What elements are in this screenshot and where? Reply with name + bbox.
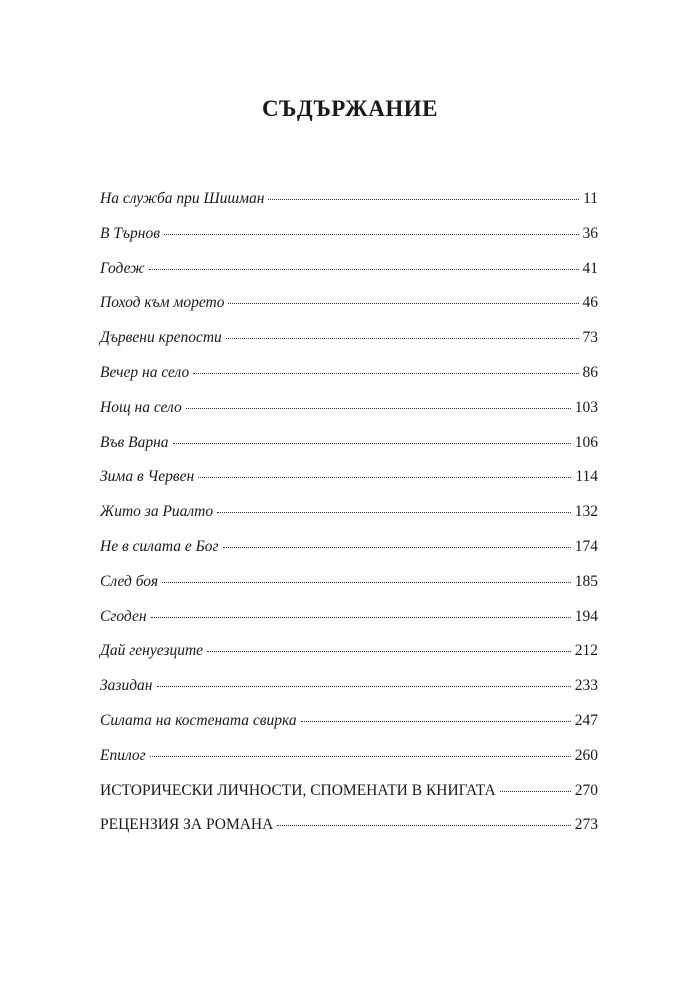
toc-entry-page: 174 [574, 537, 598, 555]
toc-entry [100, 294, 598, 329]
table-of-contents [100, 190, 598, 851]
toc-entry-page: 46 [582, 294, 598, 312]
leader-dots [151, 617, 571, 618]
toc-entry-page: 86 [582, 363, 598, 381]
toc-entry [100, 399, 598, 434]
toc-entry-page: 247 [574, 711, 598, 729]
toc-entry-label: Епилог [100, 746, 146, 764]
leader-dots [207, 651, 571, 652]
toc-entry [100, 434, 598, 469]
toc-entry [100, 642, 598, 677]
leader-dots [186, 408, 571, 409]
toc-entry-page: 36 [582, 224, 598, 242]
toc-entry-page: 132 [574, 503, 598, 521]
toc-entry-label: Във Варна [100, 433, 169, 451]
toc-entry [100, 538, 598, 573]
toc-entry-label: Зима в Червен [100, 468, 195, 486]
toc-entry-label: Не в силата е Бог [100, 537, 219, 555]
toc-entry [100, 503, 598, 538]
toc-entry-page: 73 [582, 329, 598, 347]
toc-entry [100, 190, 598, 225]
toc-entry-label: Зазидан [100, 677, 153, 695]
leader-dots [228, 303, 578, 304]
leader-dots [301, 721, 571, 722]
toc-entry-page: 114 [575, 468, 598, 486]
leader-dots [277, 825, 570, 826]
toc-entry [100, 677, 598, 712]
toc-entry-label: В Търнов [100, 224, 160, 242]
toc-entry-page: 106 [574, 433, 598, 451]
toc-entry-label: Поход към морето [100, 294, 225, 312]
toc-entry-label: На служба при Шишман [100, 190, 265, 207]
leader-dots [223, 547, 571, 548]
toc-entry-label: Силата на костената свирка [100, 711, 297, 729]
toc-entry-label: Вечер на село [100, 363, 190, 381]
toc-entry-page: 212 [574, 642, 598, 660]
leader-dots [157, 686, 571, 687]
toc-entry-label: Сгоден [100, 607, 147, 625]
leader-dots [226, 338, 579, 339]
toc-entry-label: Жито за Риалто [100, 503, 214, 521]
toc-entry-page: 103 [574, 398, 598, 416]
leader-dots [173, 443, 571, 444]
toc-entry [100, 573, 598, 608]
toc-entry-label: ИСТОРИЧЕСКИ ЛИЧНОСТИ, СПОМЕНАТИ В КНИГАТА [100, 781, 496, 799]
leader-dots [164, 234, 579, 235]
toc-entry-label: Годеж [100, 259, 145, 277]
toc-entry-page: 233 [574, 677, 598, 695]
leader-dots [150, 756, 571, 757]
toc-entry-label: След боя [100, 572, 159, 590]
toc-entry [100, 468, 598, 503]
toc-entry [100, 260, 598, 295]
toc-entry [100, 225, 598, 260]
toc-entry [100, 608, 598, 643]
leader-dots [268, 199, 579, 200]
toc-entry-page: 270 [574, 781, 598, 799]
leader-dots [217, 512, 571, 513]
toc-entry-label: РЕЦЕНЗИЯ ЗА РОМАНА [100, 816, 274, 834]
toc-entry-page: 11 [583, 190, 598, 207]
leader-dots [149, 269, 579, 270]
leader-dots [162, 582, 571, 583]
leader-dots [193, 373, 578, 374]
toc-entry-page: 41 [582, 259, 598, 277]
toc-entry-page: 185 [574, 572, 598, 590]
toc-entry [100, 329, 598, 364]
toc-entry [100, 747, 598, 782]
toc-entry-page: 194 [574, 607, 598, 625]
leader-dots [500, 791, 571, 792]
toc-entry [100, 712, 598, 747]
toc-entry [100, 364, 598, 399]
toc-entry-label: Нощ на село [100, 398, 182, 416]
toc-entry-label: Дървени крепости [100, 329, 222, 347]
leader-dots [198, 477, 571, 478]
toc-entry-page: 260 [574, 746, 598, 764]
toc-entry-page: 273 [574, 816, 598, 834]
page-title: СЪДЪРЖАНИЕ [261, 96, 439, 121]
toc-entry-label: Дай генуезците [100, 642, 204, 660]
toc-entry [100, 816, 598, 851]
toc-entry [100, 782, 598, 817]
